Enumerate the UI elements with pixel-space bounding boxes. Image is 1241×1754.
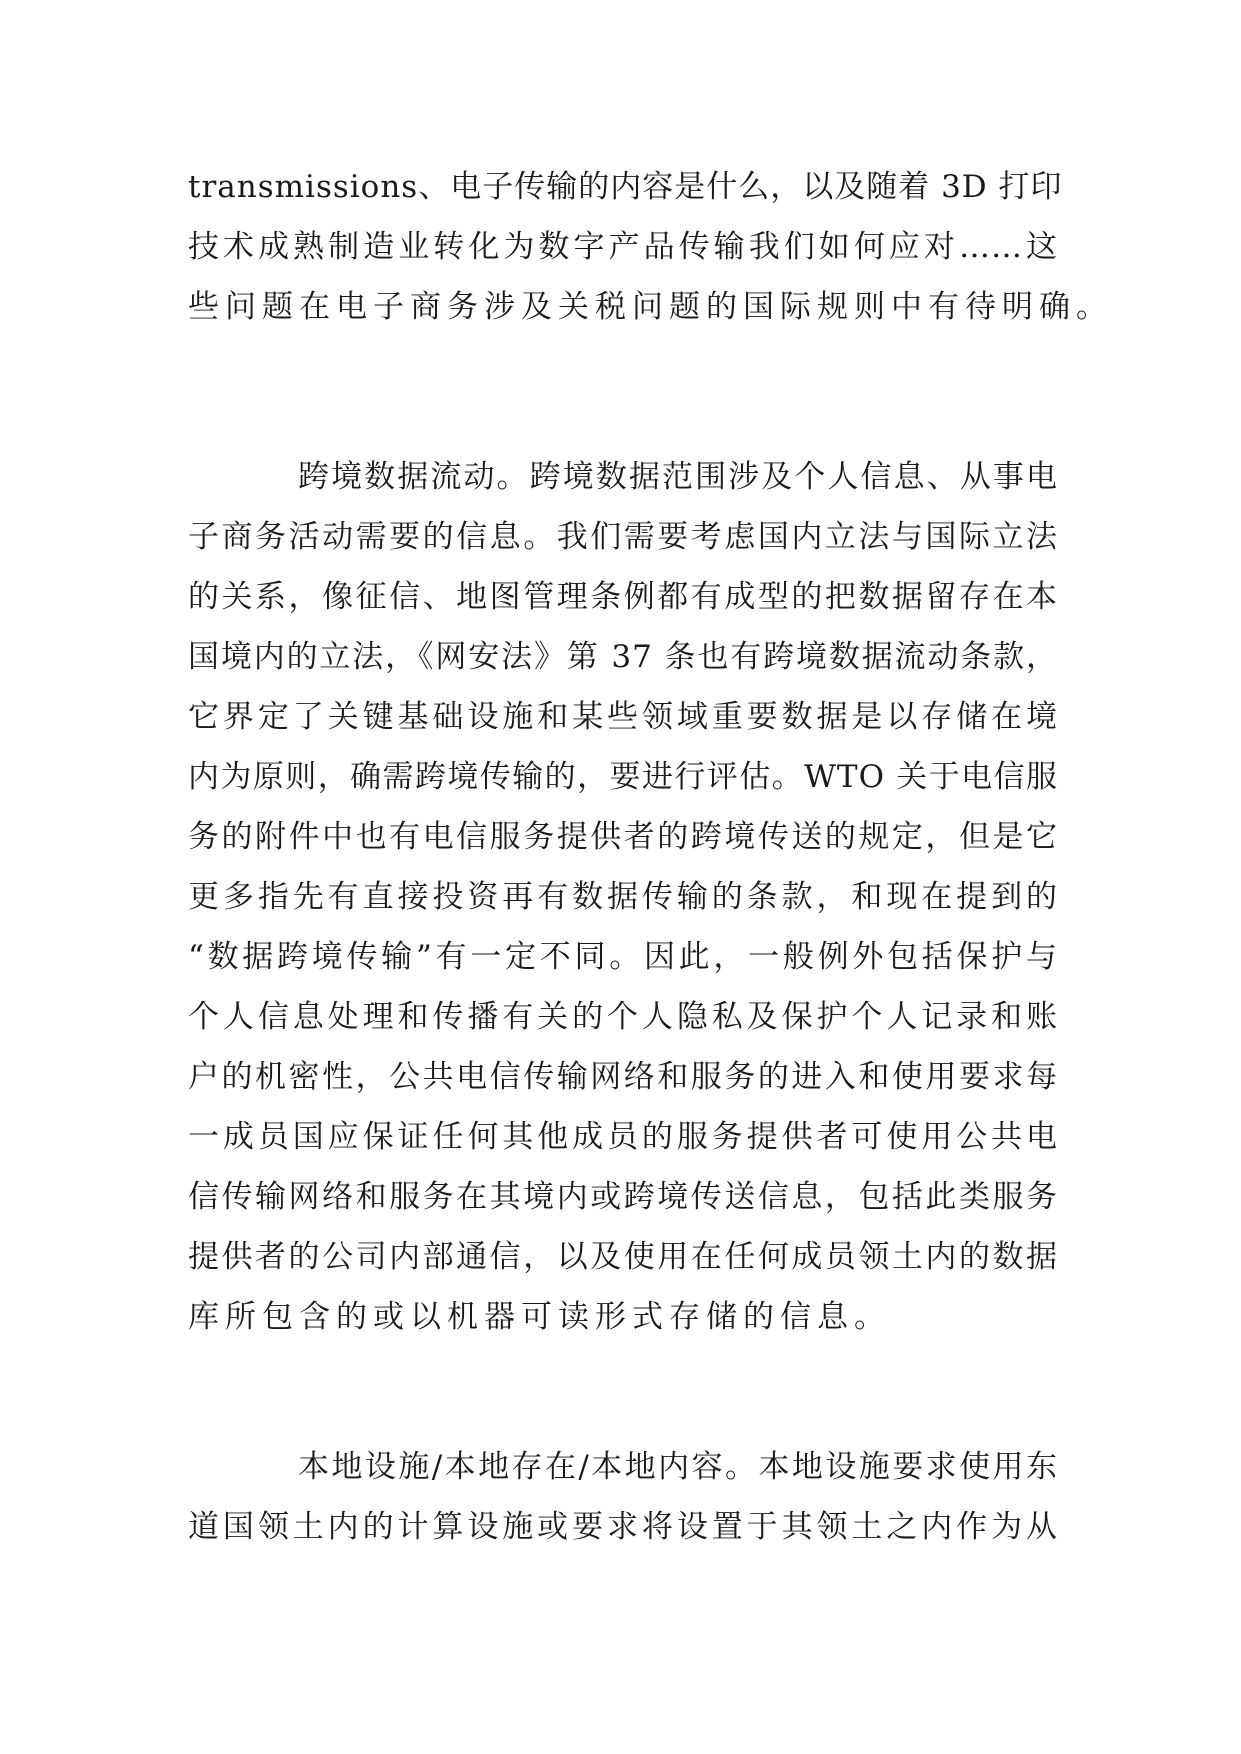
paragraph-1 (188, 157, 1113, 337)
text-line: 道国领土内的计算设施或要求将设置于其领土之内作为从 (188, 1509, 1058, 1545)
paragraph-3 (188, 1437, 1058, 1557)
paragraph-2 (188, 447, 1058, 1347)
text-line: 内为原则，确需跨境传输的，要进行评估。WTO 关于电信服 (188, 759, 1058, 795)
text-line: 的关系，像征信、地图管理条例都有成型的把数据留存在本 (188, 579, 1058, 615)
text-line: 技术成熟制造业转化为数字产品传输我们如何应对……这 (188, 229, 1058, 265)
text-line: 务的附件中也有电信服务提供者的跨境传送的规定，但是它 (188, 819, 1058, 855)
text-line: 更多指先有直接投资再有数据传输的条款，和现在提到的 (188, 879, 1058, 915)
text-line: 提供者的公司内部通信，以及使用在任何成员领土内的数据 (188, 1239, 1058, 1275)
text-line: 库所包含的或以机器可读形式存储的信息。 (188, 1299, 891, 1335)
text-line: 个人信息处理和传播有关的个人隐私及保护个人记录和账 (188, 999, 1058, 1035)
text-line: 信传输网络和服务在其境内或跨境传送信息，包括此类服务 (188, 1179, 1058, 1215)
text-line: 户的机密性，公共电信传输网络和服务的进入和使用要求每 (188, 1059, 1058, 1095)
text-line: 一成员国应保证任何其他成员的服务提供者可使用公共电 (188, 1119, 1058, 1155)
text-line: 它界定了关键基础设施和某些领域重要数据是以存储在境 (188, 699, 1058, 735)
text-line: 跨境数据流动。跨境数据范围涉及个人信息、从事电 (298, 459, 1058, 495)
text-line: 本地设施/本地存在/本地内容。本地设施要求使用东 (298, 1449, 1058, 1485)
text-line: transmissions、电子传输的内容是什么，以及随着 3D 打印 (188, 169, 1063, 205)
text-line: 些问题在电子商务涉及关税问题的国际规则中有待明确。 (188, 289, 1113, 325)
text-line: 子商务活动需要的信息。我们需要考虑国内立法与国际立法 (188, 519, 1058, 555)
text-line: “数据跨境传输”有一定不同。因此，一般例外包括保护与 (188, 939, 1058, 975)
text-line: 国境内的立法，《网安法》第 37 条也有跨境数据流动条款， (188, 639, 1058, 675)
